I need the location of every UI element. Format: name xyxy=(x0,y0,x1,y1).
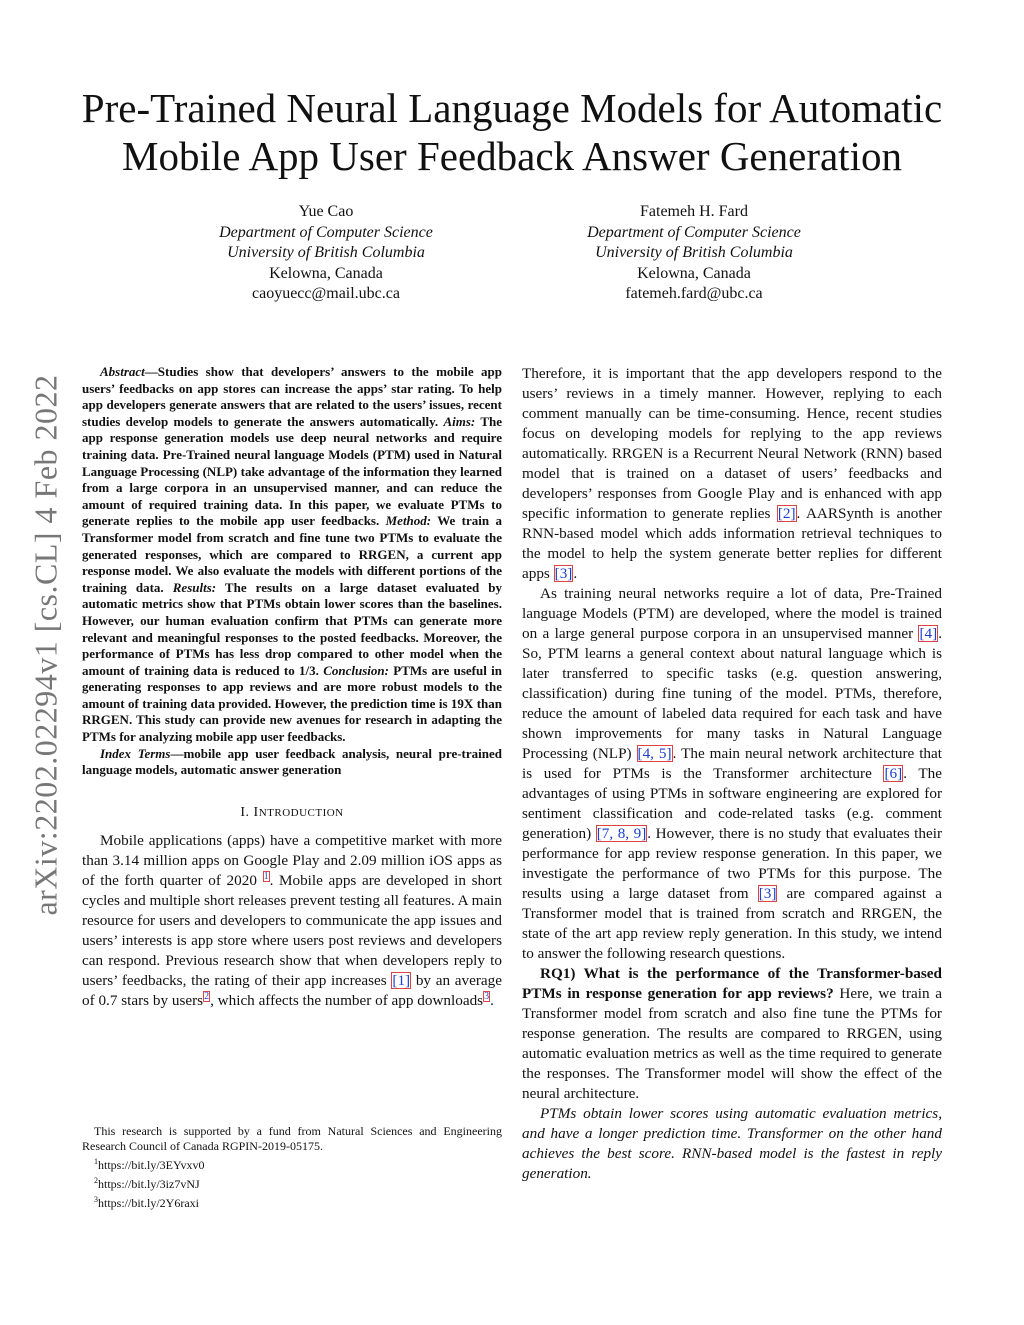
abstract-text: —Studies show that developers’ answers to the mobile app users’ feedbacks on app stores can increase the apps’ star rating. To help app developers generate answers that are related to the users’ issues, recent studies develop models to generate the answers automatically. xyxy=(82,364,502,429)
conclusion-label: Conclusion: xyxy=(323,662,389,678)
citation-4-5[interactable]: [4, 5] xyxy=(637,745,672,762)
text-run: Mobile applications (apps) have a competitive market with more than 3.14 million apps on Google Play and 2.09 million iOS apps as of the forth quarter of 2020 xyxy=(82,831,502,889)
author-university: University of British Columbia xyxy=(227,244,425,262)
section-numeral: I. xyxy=(240,804,254,820)
rq1-text: Here, we train a Transformer model from scratch and also fine tune the PTMs for response generation. The results are compared to RRGEN, using automatic evaluation metrics as well as the time required to generate the responses. The Transformer model will show the effect of the neural architecture. xyxy=(522,985,942,1102)
index-terms xyxy=(82,746,502,779)
author-email: caoyuecc@mail.ubc.ca xyxy=(252,285,400,303)
index-terms-text: —mobile app user feedback analysis, neural pre-trained language models, automatic answer generation xyxy=(82,745,502,778)
text-run: Therefore, it is important that the app developers respond to the users’ reviews in a timely manner. However, replying to each comment manually can be time-consuming. Hence, recent studies focus on developing models for replying to the app reviews automatically. RRGEN is a Recurrent Neural Network (RNN) based model that is trained on a dataset of users’ feedbacks and developers’ responses from Google Play and is enhanced with app specific information to generate replies xyxy=(522,365,942,522)
text-run: . However, there is no study that evaluates their performance for app review response generation. In this paper, we investigate the performance of two PTMs for this purpose. The results using a large dataset from xyxy=(522,825,942,902)
text-run: As training neural networks require a lot of data, Pre-Trained language Models (PTM) are developed, where the model is trained on a large general purpose corpora in an unsupervised manner xyxy=(522,585,942,642)
results-label: Results: xyxy=(172,579,217,595)
author-university: University of British Columbia xyxy=(595,244,793,262)
footnotes xyxy=(82,1124,502,1211)
section-heading-introduction xyxy=(82,805,502,821)
footnote-ref-2[interactable]: 2 xyxy=(204,990,210,1002)
author-department: Department of Computer Science xyxy=(587,223,801,241)
method-label: Method: xyxy=(385,513,432,529)
citation-2[interactable]: [2] xyxy=(777,505,796,522)
rq1-finding: PTMs obtain lower scores using automatic evaluation metrics, and have a longer prediction time. Transformer on the other hand achieves the best score. RNN-based model is the fastest in reply generation. xyxy=(522,1105,942,1182)
paper-title: Pre-Trained Neural Language Models for Automatic Mobile App User Feedback Answer Generation xyxy=(81,85,943,179)
abstract-text: The results on a large dataset evaluated by automatic metrics show that PTMs obtain lower scores than the baselines. However, our human evaluation confirm that PTMs can generate more relevant and meaningful responses to the posted feedbacks. Moreover, the performance of PTMs has less drop compared to other model when the amount of training data is reduced to 1/3. xyxy=(82,579,502,678)
footnote-link[interactable]: https://bit.ly/3EYvxv0 xyxy=(98,1158,205,1172)
intro-paragraph xyxy=(82,831,502,1011)
citation-1[interactable]: [1] xyxy=(392,971,411,989)
text-run: by an average of 0.7 stars by users xyxy=(82,971,502,1009)
left-column xyxy=(82,364,502,1011)
text-run: , which affects the number of app downloads xyxy=(210,991,484,1009)
right-column xyxy=(522,364,942,1184)
footnote-link[interactable]: https://bit.ly/3iz7vNJ xyxy=(98,1177,200,1191)
author-location: Kelowna, Canada xyxy=(637,264,751,282)
citation-3b[interactable]: [3] xyxy=(758,885,777,902)
footnote-ref-1[interactable]: 1 xyxy=(263,870,269,882)
author-name: Fatemeh H. Fard xyxy=(640,203,748,220)
text-run: are compared against a Transformer model that is trained from scratch and RRGEN, the state of the art app review reply generation. In this study, we intend to answer the following research questions. xyxy=(522,885,942,962)
text-run: . The main neural network architecture that is used for PTMs is the Transformer architecture xyxy=(522,745,942,782)
footnote-number: 2 xyxy=(94,1176,98,1185)
intro-paragraph-continued xyxy=(522,364,942,584)
arxiv-identifier: arXiv:2202.02294v1 [cs.CL] 4 Feb 2022 xyxy=(27,374,64,916)
rq1-paragraph xyxy=(522,964,942,1104)
abstract-text: PTMs are useful in generating responses to app reviews and are more robust models to the amount of training data provided. However, the prediction time is 19X than RRGEN. This study can provide new avenues for research in adapting the PTMs for analyzing mobile app user feedbacks. xyxy=(82,662,503,745)
text-run: . The advantages of using PTMs in software engineering are explored for sentiment classification and code-related tasks (e.g. comment generation) xyxy=(522,765,942,842)
footnote-2 xyxy=(82,1173,502,1192)
footnote-1 xyxy=(82,1154,502,1173)
text-run: . xyxy=(573,565,578,582)
aims-label: Aims: xyxy=(443,413,476,429)
abstract-label: Abstract xyxy=(100,364,145,379)
author-block-1 xyxy=(166,202,486,305)
text-run: . So, PTM learns a general context about natural language which is later transferred to specific tasks (e.g. question answering, classification) during fine tuning of the model. PTMs, therefore, reduce the amount of labeled data required for each task and have shown improvements for many tasks in Natural Language Processing (NLP) xyxy=(522,625,942,762)
citation-3[interactable]: [3] xyxy=(554,565,573,582)
abstract-text: The app response generation models use deep neural networks and require training data. Pre-Trained neural language Models (PTM) used in Natural Language Processing (NLP) take advantage of the information they learned from a large corpora in an unsupervised manner, and can reduce the amount of required training data. In this paper, we evaluate PTMs to generate replies to the mobile app user feedbacks. xyxy=(82,413,502,529)
arxiv-sidebar xyxy=(26,365,66,925)
footnote-link[interactable]: https://bit.ly/2Y6raxi xyxy=(98,1196,199,1210)
author-location: Kelowna, Canada xyxy=(269,264,383,282)
footnote-number: 3 xyxy=(94,1195,98,1204)
footnote-ref-3[interactable]: 3 xyxy=(484,990,490,1002)
abstract xyxy=(82,364,502,746)
footnote-3 xyxy=(82,1192,502,1211)
text-run: . AARSynth is another RNN-based model which adds information retrieval techniques to the model to help the system generate better replies for different apps xyxy=(522,505,942,582)
text-run: . Mobile apps are developed in short cycles and multiple short releases prevent testing all features. A main resource for users and developers to communicate the app issues and users’ interests is app store where users post reviews and developers can respond. Previous research show that when developers reply to users’ feedbacks, the rating of their app increases xyxy=(82,871,502,989)
citation-4[interactable]: [4] xyxy=(919,625,938,642)
abstract-text: We train a Transformer model from scratch and fine tune two PTMs to evaluate the generated responses, which are compared to RRGEN, a current app response model. We also evaluate the models with different portions of the training data. xyxy=(82,513,502,595)
citation-6[interactable]: [6] xyxy=(884,765,903,782)
citation-7-8-9[interactable]: [7, 8, 9] xyxy=(596,825,647,842)
author-department: Department of Computer Science xyxy=(219,223,433,241)
author-email: fatemeh.fard@ubc.ca xyxy=(625,285,763,303)
author-name: Yue Cao xyxy=(298,203,354,220)
text-run: . xyxy=(490,991,494,1009)
index-terms-label: Index Terms xyxy=(100,745,171,761)
footnote-number: 1 xyxy=(94,1157,98,1166)
ptm-paragraph xyxy=(522,584,942,964)
funding-footnote: This research is supported by a fund from Natural Sciences and Engineering Research Council of Canada RGPIN-2019-05175. xyxy=(82,1124,502,1153)
section-title-rest: NTRODUCTION xyxy=(258,806,344,819)
rq1-label: RQ1) What is the performance of the Transformer-based PTMs in response generation for app reviews? xyxy=(522,965,942,1002)
author-block-2 xyxy=(534,202,854,305)
section-initial: I xyxy=(253,804,259,820)
